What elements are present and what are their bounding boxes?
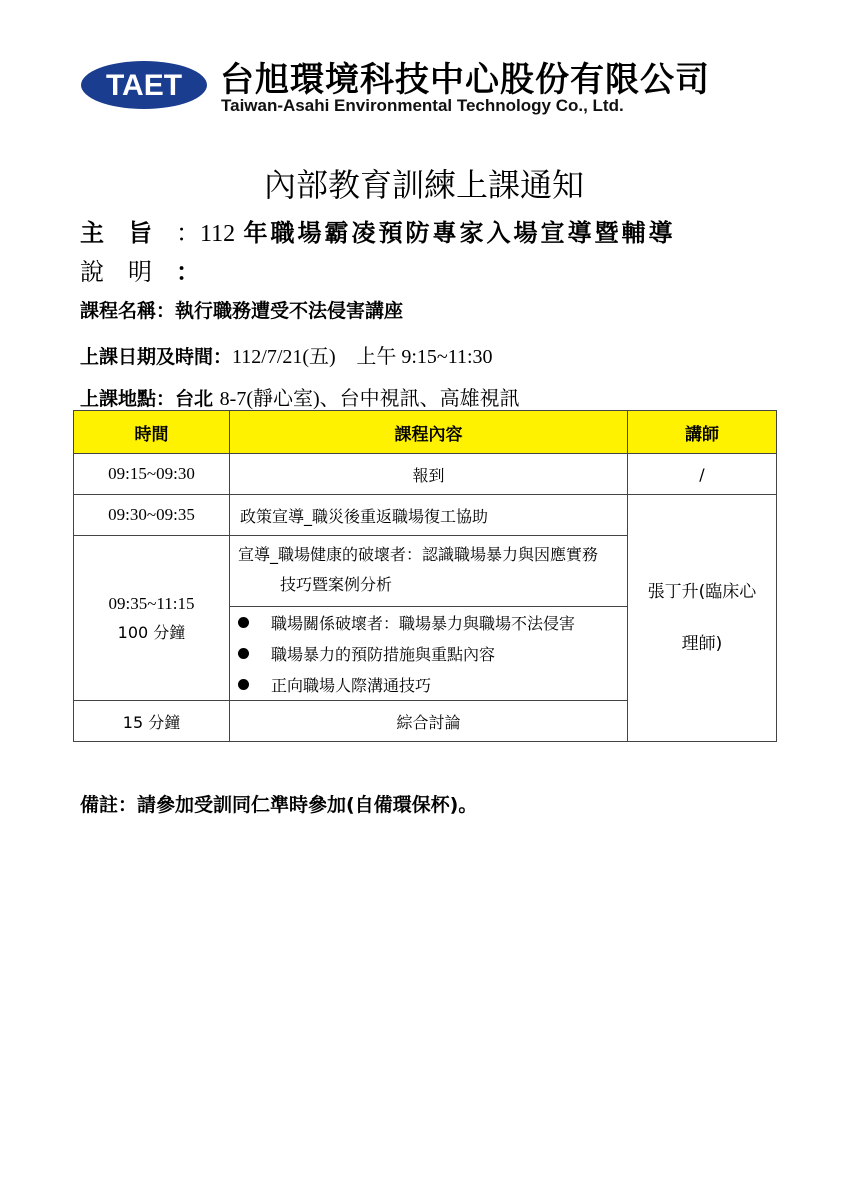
row-content: 政策宣導_職災後重返職場復工協助	[230, 495, 628, 536]
course-time-value: 上午 9:15~11:30	[356, 346, 493, 368]
logo-text: TAET	[105, 69, 183, 102]
row-time: 09:35~11:15	[108, 593, 195, 613]
course-place-label: 上課地點：	[80, 388, 176, 410]
row-time: 09:15~09:30	[74, 454, 230, 495]
row-time-block	[74, 536, 230, 701]
bullet-text: 職場暴力的預防措施與重點內容	[271, 645, 496, 664]
subject-line	[80, 213, 675, 248]
explain-line	[80, 252, 200, 287]
header-lecturer: 講師	[628, 411, 777, 454]
subject-label: 主 旨	[80, 219, 152, 247]
lecturer-line-1: 張丁升(臨床心	[647, 582, 757, 602]
row-content-block	[230, 536, 628, 701]
header-content: 課程內容	[230, 411, 628, 454]
lecturer-cell	[628, 495, 777, 742]
subject-value: 年職場霸凌預防專家入場宣導暨輔導	[243, 219, 676, 247]
subject-year: 112	[200, 221, 236, 247]
list-item	[230, 669, 627, 700]
bullet-text: 職場關係破壞者：職場暴力與職場不法侵害	[271, 614, 576, 633]
bullet-text: 正向職場人際溝通技巧	[271, 676, 432, 695]
course-place-line	[80, 382, 520, 411]
course-time-label: 上課日期及時間：	[80, 346, 233, 368]
table-row	[74, 454, 777, 495]
list-item	[230, 607, 627, 638]
row-content: 綜合討論	[230, 701, 628, 742]
row-content: 報到	[230, 454, 628, 495]
explain-sep: ：	[176, 258, 200, 286]
course-name-label: 課程名稱：	[80, 300, 176, 322]
document-title: 內部教育訓練上課通知	[263, 166, 584, 204]
course-name-value: 執行職務遭受不法侵害講座	[175, 300, 404, 322]
lecturer-line-2: 理師)	[681, 634, 723, 654]
remark-note: 備註：請參加受訓同仁準時參加(自備環保杯)。	[80, 794, 478, 816]
main-topic-line-2: 技巧暨案例分析	[280, 575, 393, 594]
table-header-row	[74, 411, 777, 454]
course-time-line	[80, 340, 493, 369]
course-name-line	[80, 296, 403, 323]
row-duration: 100 分鐘	[117, 622, 186, 642]
row-lecturer: /	[628, 454, 777, 495]
course-place-value-a: 台北	[175, 388, 214, 410]
bullet-icon	[238, 617, 249, 628]
taet-logo	[80, 60, 208, 110]
bullet-icon	[238, 679, 249, 690]
course-date-value: 112/7/21(五)	[232, 346, 336, 368]
schedule-table	[73, 410, 777, 742]
company-name-en: Taiwan-Asahi Environmental Technology Co., Ltd.	[221, 96, 624, 115]
main-topic	[230, 536, 627, 607]
company-header	[80, 52, 710, 122]
bullet-icon	[238, 648, 249, 659]
subject-sep: ：	[176, 219, 200, 247]
explain-label: 說 明	[80, 258, 152, 286]
row-time-cell	[74, 701, 230, 742]
row-time: 15 分鐘	[122, 712, 181, 732]
table-row	[74, 495, 777, 536]
course-place-value-b: 8-7(靜心室)、台中視訊、高雄視訊	[219, 388, 520, 410]
row-time: 09:30~09:35	[74, 495, 230, 536]
list-item	[230, 638, 627, 669]
main-topic-line-1: 宣導_職場健康的破壞者：認識職場暴力與因應實務	[238, 545, 599, 564]
header-time: 時間	[74, 411, 230, 454]
company-name-zh: 台旭環境科技中心股份有限公司	[220, 60, 710, 100]
